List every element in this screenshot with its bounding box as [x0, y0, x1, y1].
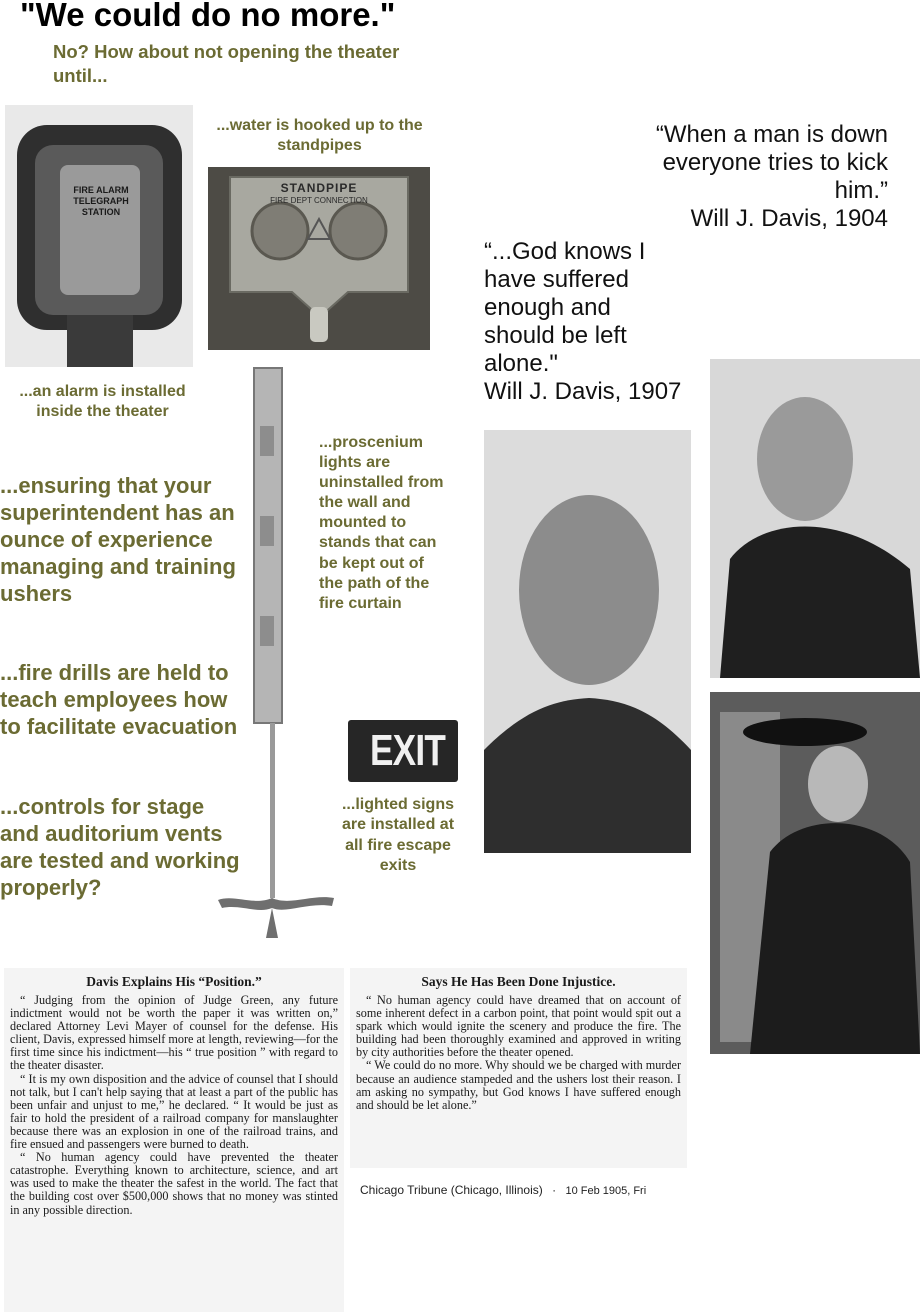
caption-drills: ...fire drills are held to teach employees how to facilitate evacuation [0, 660, 238, 739]
quote-1904-attribution: Will J. Davis, 1904 [690, 205, 888, 232]
fire-alarm-box-image [5, 105, 193, 367]
clipping-right-paragraph: “ We could do no more. Why should we be charged with murder because an audience stampeded and the ushers lost their reason. I am asking no sympathy, but God knows I have suffered enough and should be let alone.” [356, 1058, 681, 1112]
page-title: "We could do no more." [20, 0, 396, 33]
clipping-left-paragraph: “ It is my own disposition and the advice of counsel that I should not talk, but I can't help saying that at least a part of the public has been unfair and unjust to me,” he declared. “ It would be just as fair to hold the president of a railroad company for manslaughter because there was an explosion in one of the railroad trains, and fire ensued and passengers were burned to death. [10, 1071, 338, 1152]
davis-doorway-photo [710, 692, 920, 1054]
clipping-left-headline: Davis Explains His “Position.” [86, 974, 262, 989]
clipping-left-paragraph: “ No human agency could have prevented the theater catastrophe. Everything known to architecture, science, and art was used to make the theater the safest in the world. The fact that the building cost over $500,000 shows that no money was stinted in any possible direction. [10, 1150, 338, 1217]
clipping-right-paragraph: “ No human agency could have dreamed that on account of some inherent defect in a carbon point, that point would spit out a spark which would ignite the scenery and produce the fire. The building had been thoroughly examined and approved in writing by city authorities before the theater opened. [356, 993, 681, 1060]
newspaper-clipping-left [4, 968, 344, 1312]
clipping-left-paragraph: “ Judging from the opinion of Judge Green, any future indictment would not be worth the paper it was written on,” declared Attorney Levi Mayer of counsel for the defense. His client, Davis, expressed himself more at length, reviewing—for the first time since his indictment—his “ true position ” with regard to the theater disaster. [10, 993, 338, 1073]
source-date: 10 Feb 1905, Fri [565, 1185, 647, 1197]
davis-portrait-photo [484, 430, 691, 853]
exit-sign-image [348, 720, 458, 782]
portrait-icon [484, 430, 691, 853]
caption-superintendent: ...ensuring that your superintendent has an ounce of experience managing and training ushers [0, 473, 236, 606]
standpipe-image [208, 167, 430, 350]
subtitle: No? How about not opening the theater until... [53, 41, 400, 86]
fire-alarm-box-icon [5, 105, 193, 367]
doorway-portrait-icon [710, 692, 920, 1054]
caption-exit-signs: ...lighted signs are installed at all fire escape exits [341, 796, 455, 874]
caption-proscenium: ...proscenium lights are uninstalled from the wall and mounted to stands that can be kept out of the path of the fire curtain [319, 434, 444, 612]
caption-alarm: ...an alarm is installed inside the theater [19, 383, 186, 420]
source-separator: · [552, 1183, 557, 1197]
caption-water: ...water is hooked up to the standpipes [216, 117, 423, 154]
quote-1904 [650, 121, 888, 233]
quote-1907-attribution: Will J. Davis, 1907 [484, 378, 682, 405]
newspaper-clipping-right [350, 968, 687, 1168]
clipping-right-headline: Says He Has Been Done Injustice. [421, 974, 616, 989]
alarm-box-label: FIRE ALARM TELEGRAPH STATION [73, 185, 129, 217]
source-line [360, 1183, 646, 1197]
davis-seated-photo [710, 359, 920, 678]
quote-1907-text: “...God knows I have suffered enough and should be left alone." [484, 238, 646, 377]
source-publication: Chicago Tribune (Chicago, Illinois) [360, 1183, 543, 1197]
seated-portrait-icon [710, 359, 920, 678]
quote-1907 [484, 238, 696, 406]
exit-sign-text: EXIT [370, 726, 446, 775]
standpipe-sublabel: FIRE DEPT CONNECTION [270, 196, 368, 205]
quote-1904-text: “When a man is down everyone tries to kick him.” [655, 121, 888, 204]
standpipe-label: STANDPIPE [280, 181, 358, 195]
caption-vents: ...controls for stage and auditorium vents are tested and working properly? [0, 794, 240, 900]
